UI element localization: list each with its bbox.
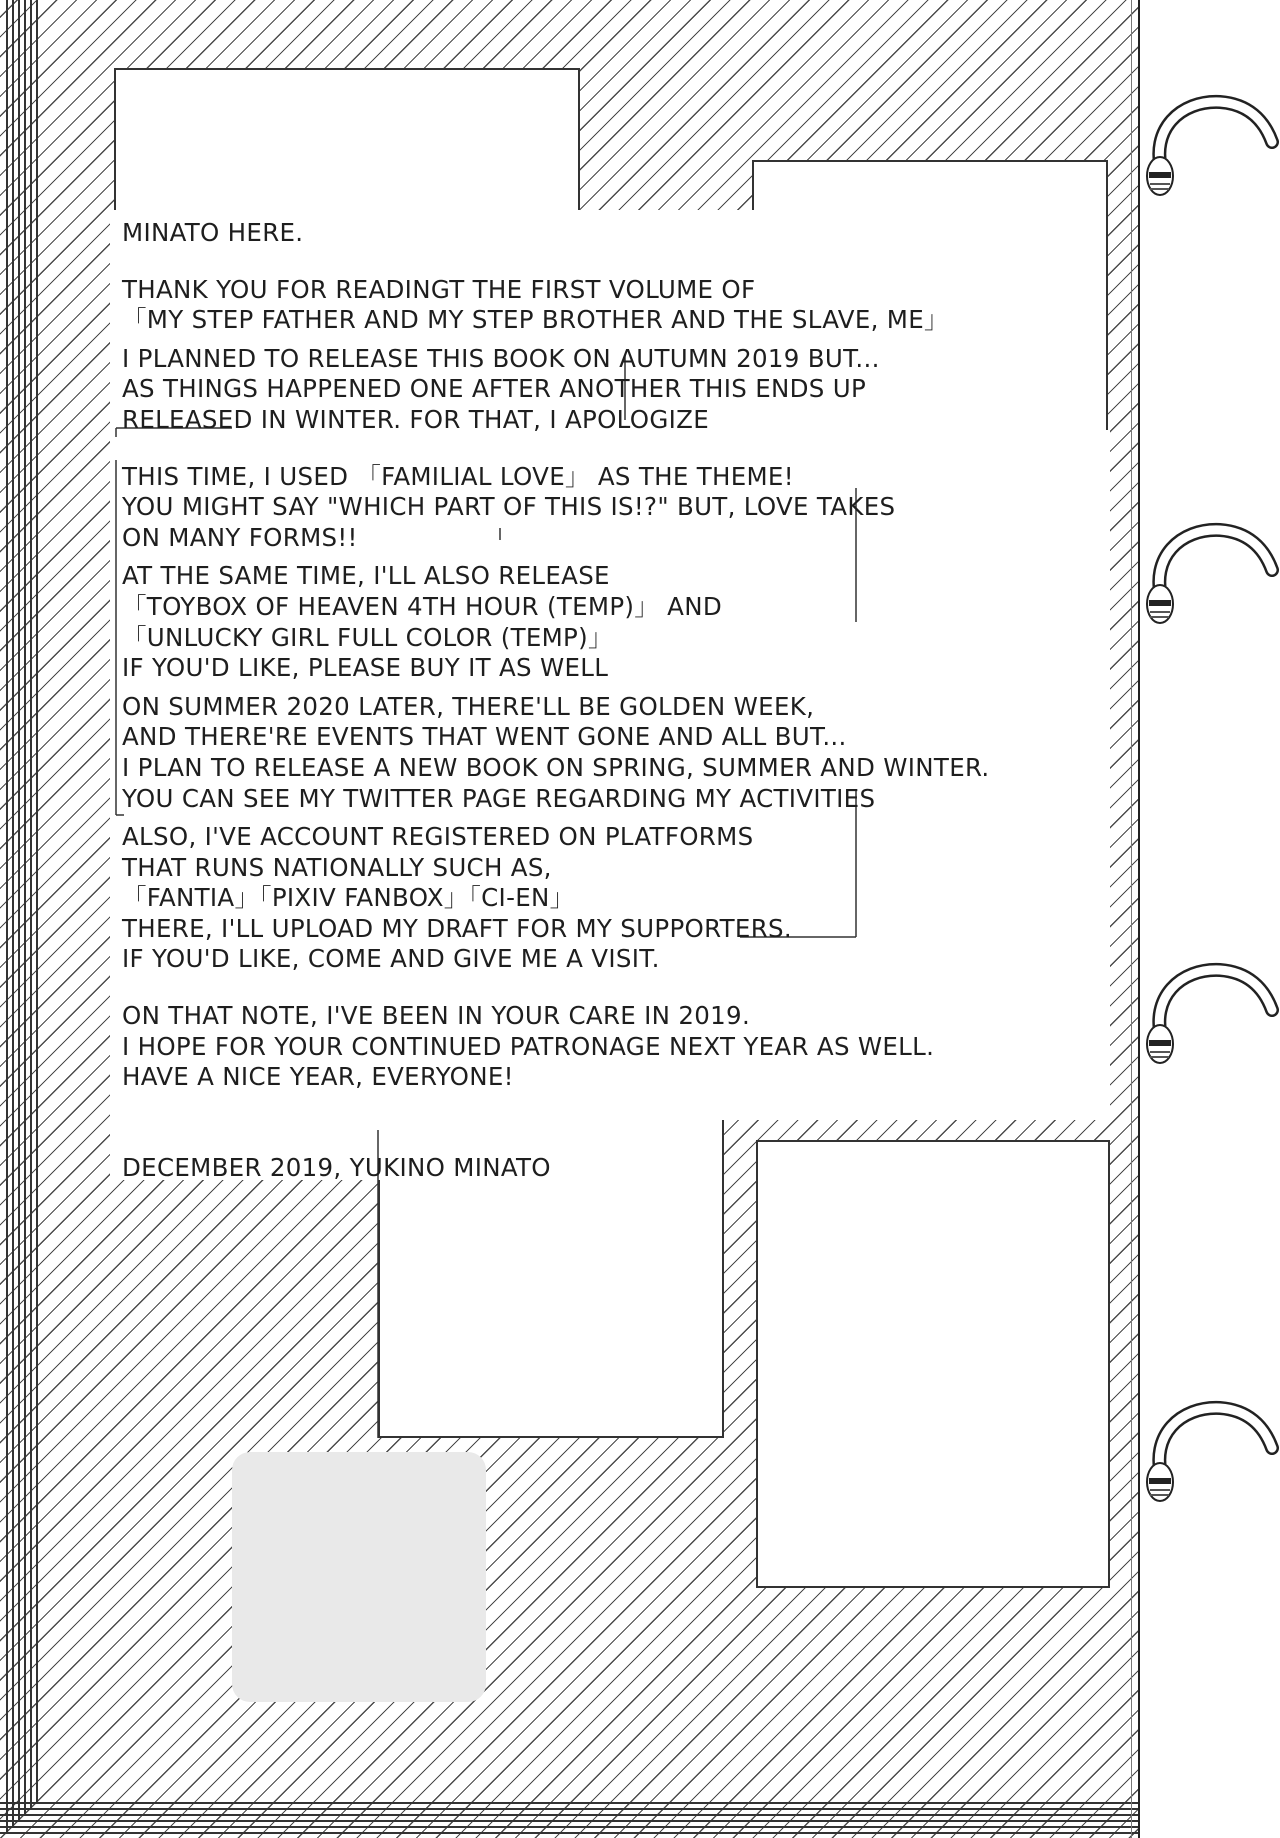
afterword-line: I HOPE FOR YOUR CONTINUED PATRONAGE NEXT YEAR AS WELL.: [122, 1031, 935, 1061]
afterword-line: THAT RUNS NATIONALLY SUCH AS,: [122, 852, 552, 882]
afterword-line: THERE, I'LL UPLOAD MY DRAFT FOR MY SUPPORTERS.: [122, 913, 792, 943]
afterword-line: 「MY STEP FATHER AND MY STEP BROTHER AND THE SLAVE, ME」: [122, 305, 949, 335]
afterword-line: THANK YOU FOR READINGT THE FIRST VOLUME OF: [122, 274, 756, 304]
afterword-text: [122, 218, 1042, 1183]
afterword-line: 「FANTIA」「PIXIV FANBOX」「CI-EN」: [122, 883, 575, 913]
binder-ring-icon: [1147, 530, 1272, 623]
binder-rings: [1140, 0, 1280, 1838]
afterword-line: ON MANY FORMS!!: [122, 522, 358, 552]
afterword-line: ON THAT NOTE, I'VE BEEN IN YOUR CARE IN 2019.: [122, 1001, 751, 1031]
afterword-line: HAVE A NICE YEAR, EVERYONE!: [122, 1062, 514, 1092]
afterword-line: ALSO, I'VE ACCOUNT REGISTERED ON PLATFORMS: [122, 822, 754, 852]
afterword-line: YOU CAN SEE MY TWITTER PAGE REGARDING MY ACTIVITIES: [122, 783, 876, 813]
afterword-line: IF YOU'D LIKE, COME AND GIVE ME A VISIT.: [122, 944, 660, 974]
afterword-line: YOU MIGHT SAY "WHICH PART OF THIS IS!?" BUT, LOVE TAKES: [122, 492, 896, 522]
afterword-line: AND THERE'RE EVENTS THAT WENT GONE AND ALL BUT...: [122, 722, 847, 752]
afterword-line: 「UNLUCKY GIRL FULL COLOR (TEMP)」: [122, 622, 613, 652]
afterword-line: AT THE SAME TIME, I'LL ALSO RELEASE: [122, 561, 610, 591]
afterword-line: MINATO HERE.: [122, 218, 304, 247]
afterword-line: RELEASED IN WINTER. FOR THAT, I APOLOGIZE: [122, 404, 710, 434]
afterword-line: ON SUMMER 2020 LATER, THERE'LL BE GOLDEN WEEK,: [122, 691, 815, 721]
binder-ring-icon: [1147, 102, 1272, 195]
afterword-line: I PLAN TO RELEASE A NEW BOOK ON SPRING, SUMMER AND WINTER.: [122, 752, 990, 782]
afterword-line: THIS TIME, I USED 「FAMILIAL LOVE」 AS THE THEME!: [122, 461, 794, 491]
binder-ring-icon: [1147, 1408, 1272, 1501]
afterword-line: I PLANNED TO RELEASE THIS BOOK ON AUTUMN 2019 BUT...: [122, 343, 880, 373]
afterword-line: IF YOU'D LIKE, PLEASE BUY IT AS WELL: [122, 653, 609, 683]
signature-line: DECEMBER 2019, YUKINO MINATO: [122, 1152, 551, 1182]
binder-ring-icon: [1147, 970, 1272, 1063]
afterword-line: AS THINGS HAPPENED ONE AFTER ANOTHER THIS ENDS UP: [122, 374, 867, 404]
afterword-line: 「TOYBOX OF HEAVEN 4TH HOUR (TEMP)」 AND: [122, 591, 722, 621]
